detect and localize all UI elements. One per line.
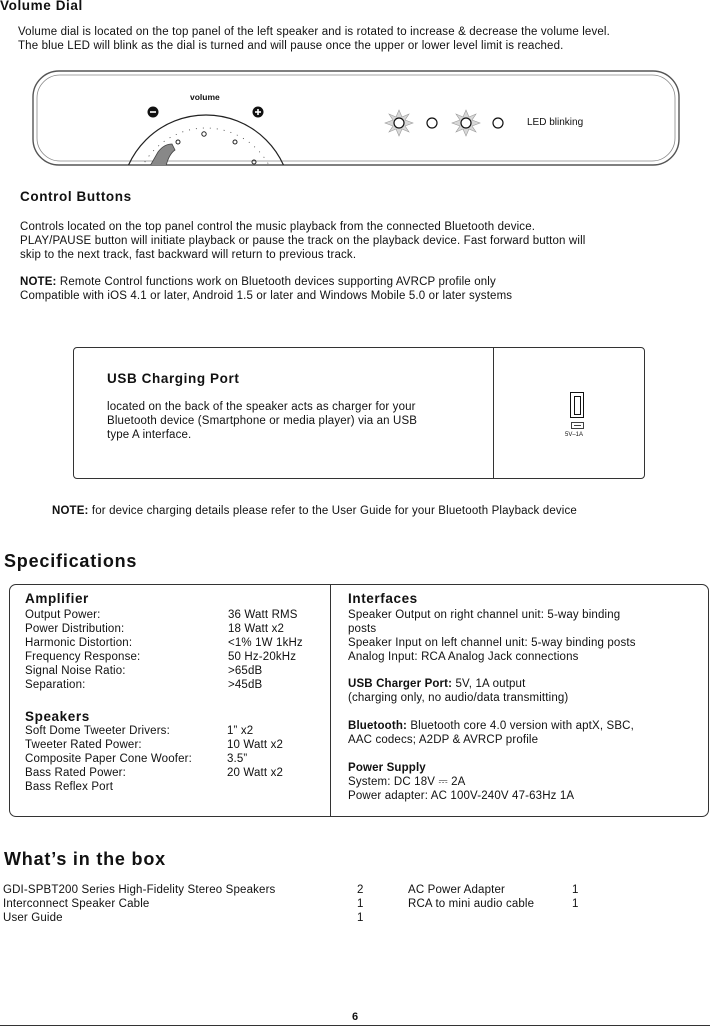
power-supply-label: Power Supply xyxy=(348,762,426,774)
usb-charger-port-spec xyxy=(348,678,525,692)
volume-text-line1: Volume dial is located on the top panel of the left speaker and is rotated to increase & decrease the volume level. xyxy=(18,26,610,38)
control-note-line2: Compatible with iOS 4.1 or later, Android 1.5 or later and Windows Mobile 5.0 or later systems xyxy=(20,290,513,302)
interfaces-line1: Speaker Output on right channel unit: 5-way binding xyxy=(348,609,621,621)
interfaces-line3: Speaker Input on left channel unit: 5-way binding posts xyxy=(348,637,636,649)
box-item-quantity: 1 xyxy=(572,898,579,910)
interfaces-line4: Analog Input: RCA Analog Jack connections xyxy=(348,651,579,663)
led-blinking-icon-3 xyxy=(452,110,480,136)
usb-text-line3: type A interface. xyxy=(107,429,192,441)
spec-value: 18 Watt x2 xyxy=(228,623,285,635)
usb-box-divider xyxy=(493,348,494,478)
usb-charging-heading: USB Charging Port xyxy=(107,371,240,386)
usb-port-rating: 5V–1A xyxy=(565,432,584,438)
control-text-line1: Controls located on the top panel control the music playback from the connected Bluetooth device. xyxy=(20,221,536,233)
power-supply-system: System: DC 18V ⎓ 2A xyxy=(348,776,466,788)
spec-label: Signal Noise Ratio: xyxy=(25,665,126,677)
top-panel-illustration xyxy=(32,70,680,166)
interfaces-line2: posts xyxy=(348,623,377,635)
control-text-line3: skip to the next track, fast backward will return to previous track. xyxy=(20,249,357,261)
page-number: 6 xyxy=(352,1011,359,1023)
control-buttons-heading: Control Buttons xyxy=(20,189,132,204)
amplifier-heading: Amplifier xyxy=(25,591,89,606)
led-icon-4 xyxy=(493,118,503,128)
spec-value: <1% 1W 1kHz xyxy=(228,637,303,649)
usb-text-line1: located on the back of the speaker acts as charger for your xyxy=(107,401,416,413)
box-item: AC Power Adapter xyxy=(408,884,506,896)
spec-label: Bass Reflex Port xyxy=(25,781,114,793)
usb-symbol-icon xyxy=(571,422,585,430)
specifications-heading: Specifications xyxy=(4,551,138,571)
spec-value: 36 Watt RMS xyxy=(228,609,298,621)
box-item: User Guide xyxy=(3,912,63,924)
usb-port-icon xyxy=(570,392,584,418)
spec-value: >65dB xyxy=(228,665,263,677)
led-blinking-icon-1 xyxy=(385,110,413,136)
usb-charger-note: (charging only, no audio/data transmitting) xyxy=(348,692,569,704)
volume-minus-icon xyxy=(148,107,159,118)
volume-dial-heading: Volume Dial xyxy=(0,0,83,13)
specs-divider xyxy=(330,585,331,816)
box-item-quantity: 1 xyxy=(357,898,364,910)
spec-value: 20 Watt x2 xyxy=(227,767,284,779)
box-item: Interconnect Speaker Cable xyxy=(3,898,150,910)
spec-value: 3.5” xyxy=(227,753,248,765)
box-item: GDI-SPBT200 Series High-Fidelity Stereo Speakers xyxy=(3,884,276,896)
spec-label: Frequency Response: xyxy=(25,651,141,663)
note-label: NOTE: xyxy=(20,276,57,288)
spec-label: Power Distribution: xyxy=(25,623,125,635)
usb-text-line2: Bluetooth device (Smartphone or media player) via an USB xyxy=(107,415,418,427)
led-icon-2 xyxy=(427,118,437,128)
spec-value: 1” x2 xyxy=(227,725,254,737)
spec-label: Separation: xyxy=(25,679,86,691)
led-blinking-label: LED blinking xyxy=(527,117,584,128)
box-item: RCA to mini audio cable xyxy=(408,898,535,910)
volume-plus-icon xyxy=(253,107,264,118)
note-text: Remote Control functions work on Bluetooth devices supporting AVRCP profile only xyxy=(56,276,496,288)
spec-value: 10 Watt x2 xyxy=(227,739,284,751)
box-item-quantity: 2 xyxy=(357,884,364,896)
interfaces-heading: Interfaces xyxy=(348,591,418,606)
spec-value: >45dB xyxy=(228,679,263,691)
usb-note xyxy=(52,505,577,519)
speakers-heading: Speakers xyxy=(25,709,90,724)
dial-volume-label: volume xyxy=(190,92,220,102)
spec-label: Composite Paper Cone Woofer: xyxy=(25,753,192,765)
bluetooth-label: Bluetooth: xyxy=(348,720,407,732)
volume-text-line2: The blue LED will blink as the dial is turned and will pause once the upper or lower level limit is reached. xyxy=(18,40,564,52)
footer-rule xyxy=(0,1025,710,1026)
spec-label: Bass Rated Power: xyxy=(25,767,126,779)
box-item-quantity: 1 xyxy=(572,884,579,896)
bluetooth-value-line2: AAC codecs; A2DP & AVRCP profile xyxy=(348,734,539,746)
spec-label: Tweeter Rated Power: xyxy=(25,739,142,751)
spec-value: 50 Hz-20kHz xyxy=(228,651,297,663)
box-item-quantity: 1 xyxy=(357,912,364,924)
whats-in-the-box-heading: What’s in the box xyxy=(4,849,166,869)
usb-charger-port-label: USB Charger Port: xyxy=(348,678,453,690)
bluetooth-value: Bluetooth core 4.0 version with aptX, SBC, xyxy=(406,720,634,732)
spec-label: Soft Dome Tweeter Drivers: xyxy=(25,725,170,737)
power-supply-adapter: Power adapter: AC 100V-240V 47-63Hz 1A xyxy=(348,790,575,802)
bluetooth-spec xyxy=(348,720,634,734)
usb-charger-port-value: 5V, 1A output xyxy=(452,678,526,690)
usb-charging-box xyxy=(73,347,645,479)
spec-label: Output Power: xyxy=(25,609,101,621)
control-text-line2: PLAY/PAUSE button will initiate playback or pause the track on the playback device. Fast forward button will xyxy=(20,235,586,247)
usb-note-text: for device charging details please refer to the User Guide for your Bluetooth Playback device xyxy=(88,505,577,517)
spec-label: Harmonic Distortion: xyxy=(25,637,133,649)
control-note-line1 xyxy=(20,276,496,290)
usb-note-label: NOTE: xyxy=(52,505,89,517)
